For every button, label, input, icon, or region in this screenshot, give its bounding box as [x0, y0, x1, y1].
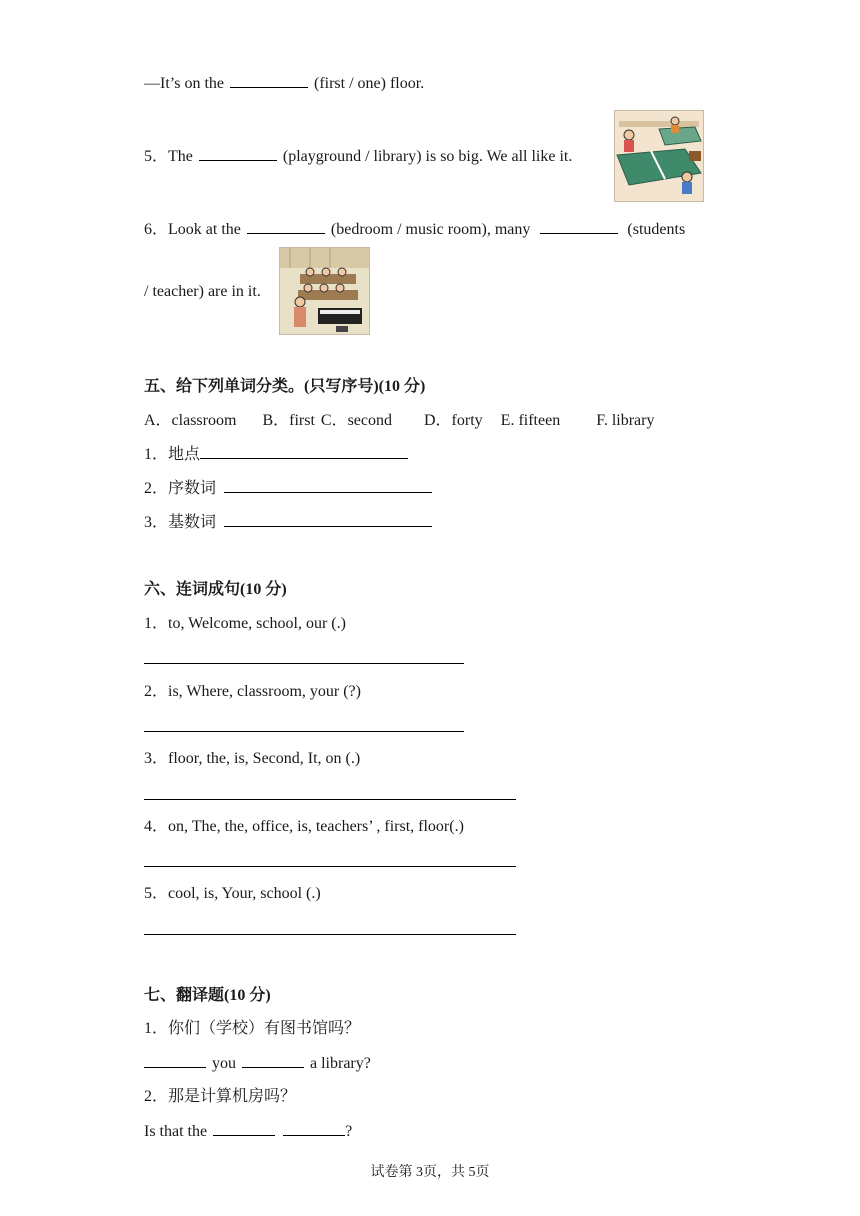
question-text: Look at the: [168, 221, 241, 238]
word-option: B．first: [262, 412, 315, 429]
question-number: 2．: [144, 480, 169, 497]
fill-blank[interactable]: [200, 444, 408, 459]
answer-line[interactable]: [144, 934, 516, 935]
category-item: [144, 512, 432, 533]
fill-blank[interactable]: [242, 1053, 304, 1068]
answer-line[interactable]: [144, 866, 516, 867]
question-text: (students: [627, 221, 686, 238]
fill-blank[interactable]: [213, 1121, 275, 1136]
category-label: 基数词: [168, 514, 217, 531]
question-5: [144, 146, 572, 167]
answer-text: a library?: [310, 1055, 371, 1072]
word-option: C．second: [320, 412, 392, 429]
answer-line[interactable]: [144, 731, 464, 732]
answer-text: Is that the: [144, 1123, 208, 1140]
word-option: D．forty: [424, 412, 483, 429]
translation-answer: [144, 1053, 371, 1074]
q4-line-suffix: (first / one) floor.: [314, 75, 425, 92]
sentence-item: 3．floor, the, is, Second, It, on (.): [144, 750, 361, 767]
category-item: [144, 478, 432, 499]
question-number: 6．: [144, 221, 169, 238]
fill-blank[interactable]: [247, 219, 325, 234]
fill-blank[interactable]: [283, 1121, 345, 1136]
word-options: [144, 411, 654, 431]
word-option: F. library: [596, 412, 655, 429]
q4-line-prefix: —It’s on the: [144, 75, 224, 92]
question-number: 3．: [144, 514, 169, 531]
category-label: 序数词: [168, 480, 217, 497]
question-number: 5．: [144, 148, 169, 165]
fill-blank[interactable]: [224, 478, 432, 493]
page-footer: 试卷第 3页，共 5页: [370, 1165, 490, 1180]
q4-answer-line: [144, 73, 424, 94]
answer-text: ?: [345, 1123, 353, 1140]
fill-blank[interactable]: [224, 512, 432, 527]
translation-answer: [144, 1121, 352, 1142]
question-text: (playground / library) is so big. We all like it.: [282, 148, 573, 165]
word-option: E. fifteen: [500, 412, 561, 429]
question-6: [144, 219, 685, 240]
fill-blank[interactable]: [144, 1053, 206, 1068]
question-number: 1．: [144, 446, 169, 463]
fill-blank[interactable]: [199, 146, 277, 161]
category-label: 地点: [168, 446, 201, 463]
music-room-image: [279, 247, 370, 335]
answer-text: you: [212, 1055, 236, 1072]
table-tennis-image: [614, 110, 704, 202]
translation-question: 2．那是计算机房吗？: [144, 1088, 297, 1105]
question-6-line2: / teacher) are in it.: [144, 283, 261, 300]
section-7-title: 七、翻译题(10 分): [144, 987, 271, 1004]
sentence-item: 1．to, Welcome, school, our (.): [144, 615, 346, 632]
answer-line[interactable]: [144, 663, 464, 664]
sentence-item: 2．is, Where, classroom, your (?): [144, 683, 361, 700]
answer-line[interactable]: [144, 799, 516, 800]
word-option: A．classroom: [144, 412, 237, 429]
section-6-title: 六、连词成句(10 分): [144, 581, 287, 598]
translation-question: 1．你们（学校）有图书馆吗？: [144, 1020, 361, 1037]
question-text: (bedroom / music room), many: [330, 221, 531, 238]
sentence-item: 5．cool, is, Your, school (.): [144, 885, 321, 902]
section-5-title: 五、给下列单词分类。(只写序号)(10 分): [144, 378, 426, 395]
question-text: The: [168, 148, 193, 165]
fill-blank[interactable]: [230, 73, 308, 88]
category-item: [144, 444, 408, 465]
fill-blank[interactable]: [540, 219, 618, 234]
sentence-item: 4．on, The, the, office, is, teachers’ , first, floor(.): [144, 818, 464, 835]
